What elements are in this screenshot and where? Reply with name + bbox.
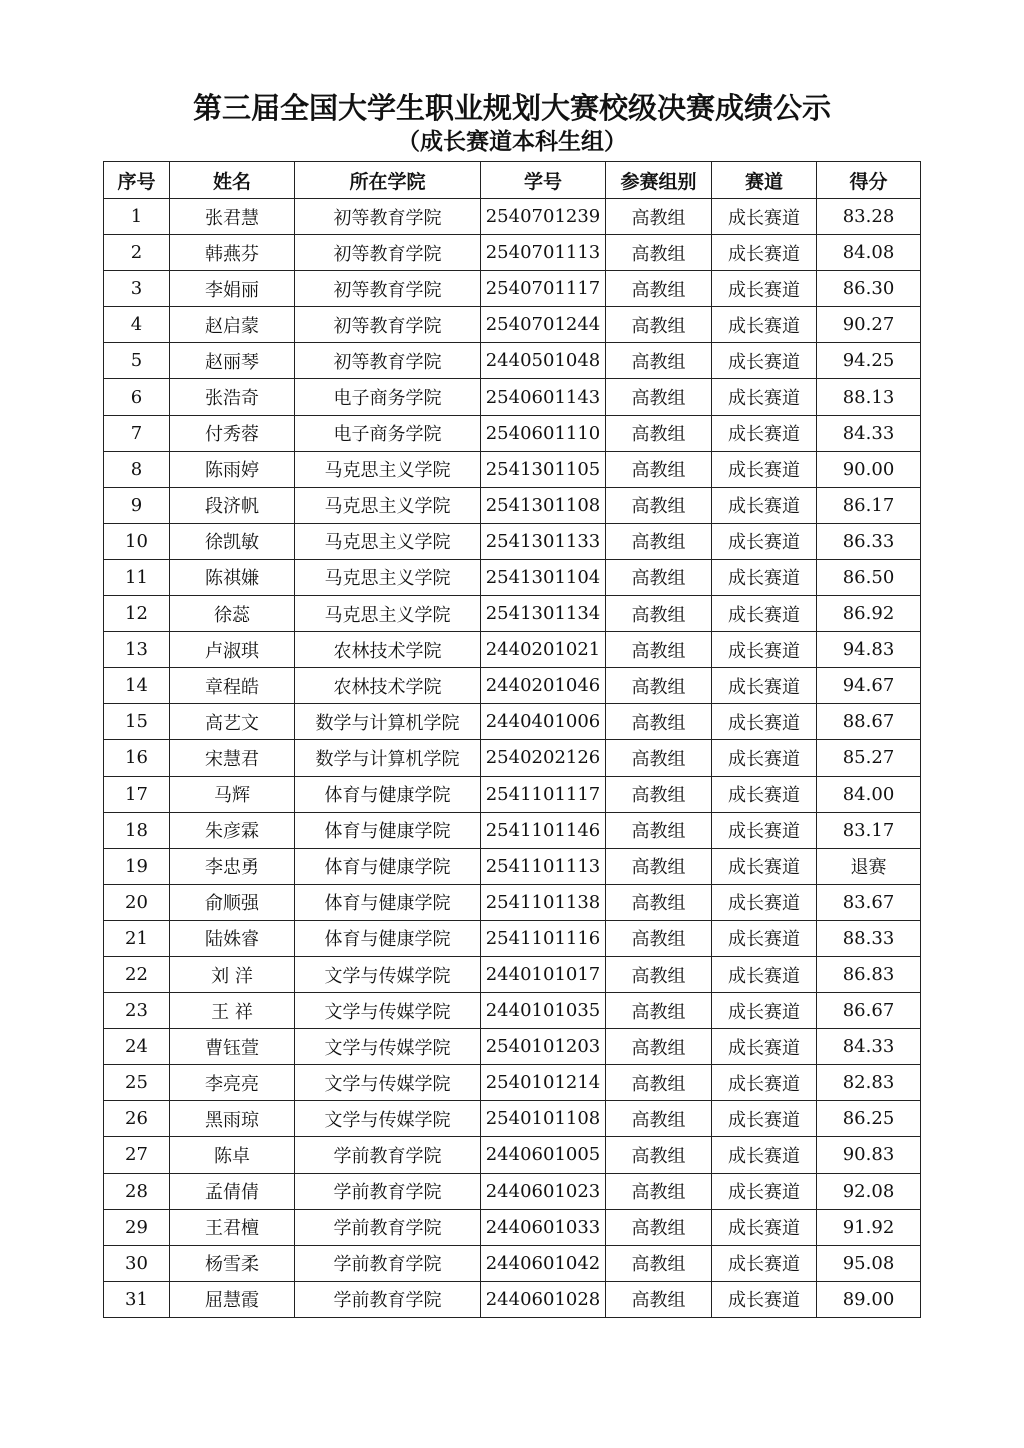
cell-student-id: 2440601023 bbox=[481, 1173, 606, 1209]
cell-college: 马克思主义学院 bbox=[295, 451, 481, 487]
cell-score: 85.27 bbox=[817, 740, 921, 776]
cell-college: 初等教育学院 bbox=[295, 235, 481, 271]
cell-name: 陆姝睿 bbox=[170, 920, 295, 956]
cell-track: 成长赛道 bbox=[712, 1245, 817, 1281]
cell-name: 黑雨琼 bbox=[170, 1101, 295, 1137]
cell-college: 文学与传媒学院 bbox=[295, 1065, 481, 1101]
table-row bbox=[104, 1029, 921, 1065]
table-row bbox=[104, 415, 921, 451]
cell-track: 成长赛道 bbox=[712, 1281, 817, 1317]
table-body bbox=[104, 199, 921, 1318]
cell-name: 曹钰萱 bbox=[170, 1029, 295, 1065]
cell-group: 高教组 bbox=[606, 956, 712, 992]
cell-group: 高教组 bbox=[606, 271, 712, 307]
cell-student-id: 2440201021 bbox=[481, 632, 606, 668]
table-row bbox=[104, 812, 921, 848]
cell-group: 高教组 bbox=[606, 848, 712, 884]
table-row bbox=[104, 884, 921, 920]
cell-index: 13 bbox=[104, 632, 170, 668]
table-row bbox=[104, 343, 921, 379]
cell-group: 高教组 bbox=[606, 199, 712, 235]
cell-index: 17 bbox=[104, 776, 170, 812]
cell-college: 学前教育学院 bbox=[295, 1209, 481, 1245]
cell-index: 23 bbox=[104, 993, 170, 1029]
cell-index: 1 bbox=[104, 199, 170, 235]
cell-college: 初等教育学院 bbox=[295, 307, 481, 343]
cell-score: 88.33 bbox=[817, 920, 921, 956]
cell-college: 体育与健康学院 bbox=[295, 884, 481, 920]
cell-college: 学前教育学院 bbox=[295, 1245, 481, 1281]
cell-college: 农林技术学院 bbox=[295, 668, 481, 704]
cell-index: 16 bbox=[104, 740, 170, 776]
cell-index: 29 bbox=[104, 1209, 170, 1245]
cell-index: 30 bbox=[104, 1245, 170, 1281]
cell-name: 徐蕊 bbox=[170, 596, 295, 632]
cell-track: 成长赛道 bbox=[712, 956, 817, 992]
cell-track: 成长赛道 bbox=[712, 632, 817, 668]
table-row bbox=[104, 740, 921, 776]
cell-index: 5 bbox=[104, 343, 170, 379]
cell-group: 高教组 bbox=[606, 1029, 712, 1065]
cell-index: 26 bbox=[104, 1101, 170, 1137]
cell-score: 91.92 bbox=[817, 1209, 921, 1245]
table-header-row bbox=[104, 162, 921, 199]
cell-score: 94.25 bbox=[817, 343, 921, 379]
cell-index: 18 bbox=[104, 812, 170, 848]
cell-group: 高教组 bbox=[606, 920, 712, 956]
cell-college: 文学与传媒学院 bbox=[295, 1029, 481, 1065]
cell-score: 86.67 bbox=[817, 993, 921, 1029]
table-row bbox=[104, 1101, 921, 1137]
cell-name: 赵丽琴 bbox=[170, 343, 295, 379]
cell-student-id: 2540101108 bbox=[481, 1101, 606, 1137]
cell-score: 83.67 bbox=[817, 884, 921, 920]
cell-name: 孟倩倩 bbox=[170, 1173, 295, 1209]
cell-index: 27 bbox=[104, 1137, 170, 1173]
cell-name: 陈卓 bbox=[170, 1137, 295, 1173]
cell-student-id: 2440101035 bbox=[481, 993, 606, 1029]
cell-index: 8 bbox=[104, 451, 170, 487]
cell-college: 体育与健康学院 bbox=[295, 920, 481, 956]
cell-college: 学前教育学院 bbox=[295, 1281, 481, 1317]
cell-name: 李亮亮 bbox=[170, 1065, 295, 1101]
cell-student-id: 2540701239 bbox=[481, 199, 606, 235]
cell-group: 高教组 bbox=[606, 632, 712, 668]
cell-group: 高教组 bbox=[606, 523, 712, 559]
cell-student-id: 2541101113 bbox=[481, 848, 606, 884]
cell-index: 14 bbox=[104, 668, 170, 704]
cell-score: 退赛 bbox=[817, 848, 921, 884]
cell-group: 高教组 bbox=[606, 1209, 712, 1245]
cell-name: 高艺文 bbox=[170, 704, 295, 740]
table-row bbox=[104, 1173, 921, 1209]
table-row bbox=[104, 1281, 921, 1317]
table-row bbox=[104, 271, 921, 307]
cell-student-id: 2541101116 bbox=[481, 920, 606, 956]
cell-student-id: 2440401006 bbox=[481, 704, 606, 740]
cell-track: 成长赛道 bbox=[712, 776, 817, 812]
header-track: 赛道 bbox=[712, 162, 817, 199]
cell-track: 成长赛道 bbox=[712, 451, 817, 487]
cell-college: 体育与健康学院 bbox=[295, 812, 481, 848]
header-index: 序号 bbox=[104, 162, 170, 199]
results-table bbox=[103, 161, 921, 1318]
cell-student-id: 2540701113 bbox=[481, 235, 606, 271]
cell-student-id: 2541101146 bbox=[481, 812, 606, 848]
cell-college: 初等教育学院 bbox=[295, 343, 481, 379]
cell-track: 成长赛道 bbox=[712, 993, 817, 1029]
cell-track: 成长赛道 bbox=[712, 523, 817, 559]
cell-index: 28 bbox=[104, 1173, 170, 1209]
cell-track: 成长赛道 bbox=[712, 307, 817, 343]
cell-student-id: 2440101017 bbox=[481, 956, 606, 992]
cell-name: 李娟丽 bbox=[170, 271, 295, 307]
cell-track: 成长赛道 bbox=[712, 1137, 817, 1173]
cell-group: 高教组 bbox=[606, 1101, 712, 1137]
cell-name: 王 祥 bbox=[170, 993, 295, 1029]
cell-student-id: 2540202126 bbox=[481, 740, 606, 776]
cell-college: 体育与健康学院 bbox=[295, 776, 481, 812]
cell-name: 陈祺嫌 bbox=[170, 559, 295, 595]
cell-index: 31 bbox=[104, 1281, 170, 1317]
cell-score: 84.33 bbox=[817, 415, 921, 451]
cell-index: 11 bbox=[104, 559, 170, 595]
cell-group: 高教组 bbox=[606, 884, 712, 920]
table-row bbox=[104, 920, 921, 956]
cell-group: 高教组 bbox=[606, 487, 712, 523]
cell-index: 15 bbox=[104, 704, 170, 740]
cell-score: 90.00 bbox=[817, 451, 921, 487]
table-row bbox=[104, 523, 921, 559]
cell-name: 马辉 bbox=[170, 776, 295, 812]
cell-index: 24 bbox=[104, 1029, 170, 1065]
cell-score: 90.27 bbox=[817, 307, 921, 343]
cell-group: 高教组 bbox=[606, 993, 712, 1029]
cell-college: 学前教育学院 bbox=[295, 1137, 481, 1173]
cell-index: 19 bbox=[104, 848, 170, 884]
header-student-id: 学号 bbox=[481, 162, 606, 199]
cell-score: 86.33 bbox=[817, 523, 921, 559]
cell-group: 高教组 bbox=[606, 1173, 712, 1209]
cell-student-id: 2541301134 bbox=[481, 596, 606, 632]
cell-student-id: 2540601110 bbox=[481, 415, 606, 451]
cell-name: 卢淑琪 bbox=[170, 632, 295, 668]
header-score: 得分 bbox=[817, 162, 921, 199]
cell-group: 高教组 bbox=[606, 1281, 712, 1317]
cell-score: 84.00 bbox=[817, 776, 921, 812]
cell-track: 成长赛道 bbox=[712, 1029, 817, 1065]
cell-student-id: 2540101214 bbox=[481, 1065, 606, 1101]
cell-student-id: 2440601028 bbox=[481, 1281, 606, 1317]
table-row bbox=[104, 559, 921, 595]
header-group: 参赛组别 bbox=[606, 162, 712, 199]
cell-student-id: 2440601005 bbox=[481, 1137, 606, 1173]
cell-name: 俞顺强 bbox=[170, 884, 295, 920]
table-row bbox=[104, 993, 921, 1029]
cell-group: 高教组 bbox=[606, 559, 712, 595]
cell-college: 数学与计算机学院 bbox=[295, 740, 481, 776]
table-row bbox=[104, 1245, 921, 1281]
cell-student-id: 2540101203 bbox=[481, 1029, 606, 1065]
table-row bbox=[104, 668, 921, 704]
cell-track: 成长赛道 bbox=[712, 884, 817, 920]
cell-track: 成长赛道 bbox=[712, 1209, 817, 1245]
table-row bbox=[104, 956, 921, 992]
cell-index: 20 bbox=[104, 884, 170, 920]
cell-track: 成长赛道 bbox=[712, 668, 817, 704]
cell-track: 成长赛道 bbox=[712, 199, 817, 235]
cell-score: 94.67 bbox=[817, 668, 921, 704]
cell-index: 10 bbox=[104, 523, 170, 559]
cell-student-id: 2541301133 bbox=[481, 523, 606, 559]
cell-track: 成长赛道 bbox=[712, 740, 817, 776]
cell-student-id: 2541101138 bbox=[481, 884, 606, 920]
table-row bbox=[104, 235, 921, 271]
cell-student-id: 2540601143 bbox=[481, 379, 606, 415]
cell-index: 7 bbox=[104, 415, 170, 451]
table-row bbox=[104, 1209, 921, 1245]
cell-score: 83.17 bbox=[817, 812, 921, 848]
cell-track: 成长赛道 bbox=[712, 271, 817, 307]
cell-name: 王君檀 bbox=[170, 1209, 295, 1245]
cell-name: 屈慧霞 bbox=[170, 1281, 295, 1317]
cell-college: 马克思主义学院 bbox=[295, 487, 481, 523]
table-row bbox=[104, 487, 921, 523]
header-name: 姓名 bbox=[170, 162, 295, 199]
cell-track: 成长赛道 bbox=[712, 235, 817, 271]
cell-college: 马克思主义学院 bbox=[295, 559, 481, 595]
cell-group: 高教组 bbox=[606, 740, 712, 776]
cell-name: 韩燕芬 bbox=[170, 235, 295, 271]
cell-college: 电子商务学院 bbox=[295, 379, 481, 415]
cell-name: 付秀蓉 bbox=[170, 415, 295, 451]
cell-track: 成长赛道 bbox=[712, 812, 817, 848]
cell-group: 高教组 bbox=[606, 415, 712, 451]
cell-index: 6 bbox=[104, 379, 170, 415]
cell-group: 高教组 bbox=[606, 668, 712, 704]
cell-group: 高教组 bbox=[606, 812, 712, 848]
table-row bbox=[104, 1137, 921, 1173]
cell-score: 83.28 bbox=[817, 199, 921, 235]
cell-group: 高教组 bbox=[606, 235, 712, 271]
cell-score: 86.92 bbox=[817, 596, 921, 632]
cell-name: 宋慧君 bbox=[170, 740, 295, 776]
cell-score: 94.83 bbox=[817, 632, 921, 668]
header-college: 所在学院 bbox=[295, 162, 481, 199]
table-row bbox=[104, 379, 921, 415]
cell-group: 高教组 bbox=[606, 379, 712, 415]
cell-index: 3 bbox=[104, 271, 170, 307]
cell-track: 成长赛道 bbox=[712, 1065, 817, 1101]
cell-track: 成长赛道 bbox=[712, 559, 817, 595]
cell-index: 12 bbox=[104, 596, 170, 632]
cell-index: 9 bbox=[104, 487, 170, 523]
table-row bbox=[104, 451, 921, 487]
cell-score: 86.30 bbox=[817, 271, 921, 307]
cell-score: 86.83 bbox=[817, 956, 921, 992]
table-row bbox=[104, 704, 921, 740]
cell-student-id: 2541301108 bbox=[481, 487, 606, 523]
cell-name: 赵启蒙 bbox=[170, 307, 295, 343]
cell-name: 张君慧 bbox=[170, 199, 295, 235]
cell-name: 杨雪柔 bbox=[170, 1245, 295, 1281]
cell-college: 体育与健康学院 bbox=[295, 848, 481, 884]
cell-track: 成长赛道 bbox=[712, 848, 817, 884]
cell-index: 2 bbox=[104, 235, 170, 271]
cell-track: 成长赛道 bbox=[712, 704, 817, 740]
table-row bbox=[104, 1065, 921, 1101]
cell-group: 高教组 bbox=[606, 1137, 712, 1173]
cell-college: 文学与传媒学院 bbox=[295, 993, 481, 1029]
cell-college: 马克思主义学院 bbox=[295, 523, 481, 559]
cell-track: 成长赛道 bbox=[712, 1101, 817, 1137]
cell-group: 高教组 bbox=[606, 451, 712, 487]
cell-student-id: 2540701117 bbox=[481, 271, 606, 307]
table-row bbox=[104, 307, 921, 343]
cell-student-id: 2440601042 bbox=[481, 1245, 606, 1281]
cell-college: 初等教育学院 bbox=[295, 199, 481, 235]
document-subtitle: （成长赛道本科生组） bbox=[397, 128, 627, 155]
cell-name: 徐凯敏 bbox=[170, 523, 295, 559]
cell-college: 电子商务学院 bbox=[295, 415, 481, 451]
cell-college: 学前教育学院 bbox=[295, 1173, 481, 1209]
cell-college: 文学与传媒学院 bbox=[295, 956, 481, 992]
cell-name: 刘 洋 bbox=[170, 956, 295, 992]
cell-score: 95.08 bbox=[817, 1245, 921, 1281]
cell-group: 高教组 bbox=[606, 343, 712, 379]
cell-college: 马克思主义学院 bbox=[295, 596, 481, 632]
cell-student-id: 2540701244 bbox=[481, 307, 606, 343]
cell-student-id: 2541101117 bbox=[481, 776, 606, 812]
cell-track: 成长赛道 bbox=[712, 1173, 817, 1209]
cell-college: 文学与传媒学院 bbox=[295, 1101, 481, 1137]
table-row bbox=[104, 632, 921, 668]
cell-score: 88.13 bbox=[817, 379, 921, 415]
cell-group: 高教组 bbox=[606, 1245, 712, 1281]
cell-name: 段济帆 bbox=[170, 487, 295, 523]
document-title: 第三届全国大学生职业规划大赛校级决赛成绩公示 bbox=[192, 91, 831, 125]
cell-college: 农林技术学院 bbox=[295, 632, 481, 668]
cell-group: 高教组 bbox=[606, 307, 712, 343]
cell-group: 高教组 bbox=[606, 596, 712, 632]
cell-track: 成长赛道 bbox=[712, 487, 817, 523]
cell-group: 高教组 bbox=[606, 704, 712, 740]
cell-score: 86.17 bbox=[817, 487, 921, 523]
table-row bbox=[104, 776, 921, 812]
cell-student-id: 2440501048 bbox=[481, 343, 606, 379]
cell-score: 89.00 bbox=[817, 1281, 921, 1317]
cell-group: 高教组 bbox=[606, 1065, 712, 1101]
cell-index: 25 bbox=[104, 1065, 170, 1101]
cell-score: 88.67 bbox=[817, 704, 921, 740]
cell-track: 成长赛道 bbox=[712, 415, 817, 451]
cell-group: 高教组 bbox=[606, 776, 712, 812]
table-row bbox=[104, 848, 921, 884]
cell-student-id: 2541301104 bbox=[481, 559, 606, 595]
cell-name: 陈雨婷 bbox=[170, 451, 295, 487]
cell-index: 4 bbox=[104, 307, 170, 343]
cell-track: 成长赛道 bbox=[712, 343, 817, 379]
cell-score: 84.08 bbox=[817, 235, 921, 271]
cell-name: 朱彦霖 bbox=[170, 812, 295, 848]
table-row bbox=[104, 199, 921, 235]
cell-student-id: 2440201046 bbox=[481, 668, 606, 704]
cell-track: 成长赛道 bbox=[712, 379, 817, 415]
cell-student-id: 2541301105 bbox=[481, 451, 606, 487]
cell-score: 92.08 bbox=[817, 1173, 921, 1209]
cell-college: 数学与计算机学院 bbox=[295, 704, 481, 740]
cell-name: 章程皓 bbox=[170, 668, 295, 704]
cell-score: 84.33 bbox=[817, 1029, 921, 1065]
cell-name: 张浩奇 bbox=[170, 379, 295, 415]
cell-score: 86.50 bbox=[817, 559, 921, 595]
cell-index: 21 bbox=[104, 920, 170, 956]
cell-score: 90.83 bbox=[817, 1137, 921, 1173]
table-row bbox=[104, 596, 921, 632]
cell-college: 初等教育学院 bbox=[295, 271, 481, 307]
cell-index: 22 bbox=[104, 956, 170, 992]
cell-track: 成长赛道 bbox=[712, 596, 817, 632]
cell-score: 82.83 bbox=[817, 1065, 921, 1101]
cell-track: 成长赛道 bbox=[712, 920, 817, 956]
cell-name: 李忠勇 bbox=[170, 848, 295, 884]
cell-student-id: 2440601033 bbox=[481, 1209, 606, 1245]
cell-score: 86.25 bbox=[817, 1101, 921, 1137]
